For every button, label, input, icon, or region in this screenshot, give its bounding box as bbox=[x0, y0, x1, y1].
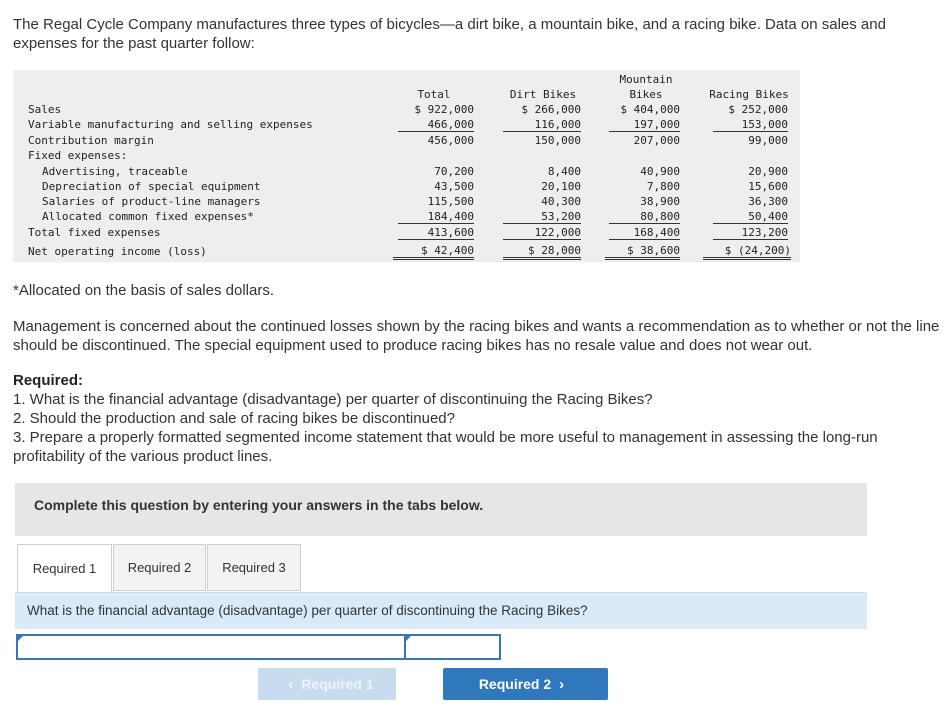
row-label-variable: Variable manufacturing and selling expenses bbox=[28, 118, 313, 131]
total-fixed-mountain: 168,400 bbox=[609, 226, 680, 240]
sales-mountain: $ 404,000 bbox=[620, 103, 680, 116]
required-title: Required: bbox=[13, 372, 84, 389]
row-label-fixed-expenses: Fixed expenses: bbox=[28, 149, 128, 162]
chevron-left-icon: ‹ bbox=[288, 675, 294, 693]
row-label-total-fixed: Total fixed expenses bbox=[28, 226, 161, 239]
row-label-contribution: Contribution margin bbox=[28, 134, 154, 147]
row-label-sales: Sales bbox=[28, 103, 62, 116]
sales-racing: $ 252,000 bbox=[728, 103, 788, 116]
variable-dirt: 116,000 bbox=[503, 118, 581, 132]
prev-required-button[interactable] bbox=[258, 668, 396, 700]
required-item-1: 1. What is the financial advantage (disadvantage) per quarter of discontinuing the Racing Bikes? bbox=[13, 391, 653, 408]
allocated-dirt: 53,200 bbox=[503, 210, 581, 224]
salaries-racing: 36,300 bbox=[748, 195, 788, 208]
allocated-mountain: 80,800 bbox=[609, 210, 680, 224]
depreciation-racing: 15,600 bbox=[748, 180, 788, 193]
input-marker-icon bbox=[406, 636, 411, 641]
required-item-3: 3. Prepare a properly formatted segmented income statement that would be more useful to management in assessing the long-run profitability of the various product lines. bbox=[13, 429, 878, 465]
total-fixed-racing: 123,200 bbox=[713, 226, 788, 240]
net-racing: $ (24,200) bbox=[703, 244, 791, 260]
header-total: Total bbox=[417, 88, 451, 101]
tab-required-3[interactable]: Required 3 bbox=[207, 544, 301, 591]
instructions-box bbox=[15, 483, 867, 536]
required-section bbox=[13, 371, 938, 466]
row-label-depreciation: Depreciation of special equipment bbox=[42, 180, 261, 193]
contribution-dirt: 150,000 bbox=[534, 134, 581, 147]
variable-total: 466,000 bbox=[398, 118, 474, 132]
row-label-advertising: Advertising, traceable bbox=[42, 165, 188, 178]
header-mountain-line2: Bikes bbox=[629, 88, 663, 101]
row-label-net-income: Net operating income (loss) bbox=[28, 245, 207, 258]
allocated-total: 184,400 bbox=[398, 210, 474, 224]
tab-required-2[interactable]: Required 2 bbox=[113, 544, 206, 591]
net-total: $ 42,400 bbox=[393, 244, 474, 260]
salaries-dirt: 40,300 bbox=[541, 195, 581, 208]
contribution-mountain: 207,000 bbox=[633, 134, 680, 147]
total-fixed-dirt: 122,000 bbox=[503, 226, 581, 240]
footnote: *Allocated on the basis of sales dollars. bbox=[13, 282, 274, 299]
answer-amount-input[interactable] bbox=[404, 634, 501, 660]
intro-text: The Regal Cycle Company manufactures three types of bicycles—a dirt bike, a mountain bike, and a racing bike. Data on sales and expenses for the past quarter follow: bbox=[13, 16, 886, 52]
sales-dirt: $ 266,000 bbox=[521, 103, 581, 116]
management-paragraph: Management is concerned about the continued losses shown by the racing bikes and wants a recommendation as to whether or not the line should be discontinued. The special equipment used to produce racing bikes has no resale value and does not wear out. bbox=[13, 318, 940, 354]
header-racing-bikes: Racing Bikes bbox=[709, 88, 789, 101]
advertising-mountain: 40,900 bbox=[640, 165, 680, 178]
total-fixed-total: 413,600 bbox=[398, 226, 474, 240]
depreciation-dirt: 20,100 bbox=[541, 180, 581, 193]
prev-button-label: Required 1 bbox=[301, 676, 374, 692]
header-mountain-line1: Mountain bbox=[619, 73, 673, 86]
variable-mountain: 197,000 bbox=[609, 118, 680, 132]
salaries-mountain: 38,900 bbox=[640, 195, 680, 208]
next-button-label: Required 2 bbox=[478, 676, 552, 692]
tab-required-1[interactable]: Required 1 bbox=[17, 544, 112, 592]
input-marker-icon bbox=[18, 636, 23, 641]
advertising-racing: 20,900 bbox=[748, 165, 788, 178]
segmented-income-statement bbox=[13, 70, 800, 262]
answer-row bbox=[16, 634, 497, 658]
advertising-dirt: 8,400 bbox=[547, 165, 581, 178]
sales-total: $ 922,000 bbox=[414, 103, 474, 116]
net-mountain: $ 38,600 bbox=[605, 244, 680, 260]
advertising-total: 70,200 bbox=[434, 165, 474, 178]
chevron-right-icon: › bbox=[559, 675, 565, 693]
contribution-racing: 99,000 bbox=[748, 134, 788, 147]
instructions-text: Complete this question by entering your answers in the tabs below. bbox=[34, 497, 484, 513]
salaries-total: 115,500 bbox=[427, 195, 474, 208]
contribution-total: 456,000 bbox=[427, 134, 474, 147]
question-text: What is the financial advantage (disadvantage) per quarter of discontinuing the Racing Bikes? bbox=[27, 603, 588, 618]
header-dirt-bikes: Dirt Bikes bbox=[509, 88, 577, 101]
required-item-2: 2. Should the production and sale of racing bikes be discontinued? bbox=[13, 410, 455, 427]
allocated-racing: 50,400 bbox=[713, 210, 788, 224]
row-label-allocated: Allocated common fixed expenses* bbox=[42, 210, 254, 223]
depreciation-mountain: 7,800 bbox=[646, 180, 680, 193]
net-dirt: $ 28,000 bbox=[503, 244, 581, 260]
row-label-salaries: Salaries of product-line managers bbox=[42, 195, 261, 208]
depreciation-total: 43,500 bbox=[434, 180, 474, 193]
answer-label-input[interactable] bbox=[16, 634, 409, 660]
variable-racing: 153,000 bbox=[713, 118, 788, 132]
next-required-button[interactable] bbox=[443, 668, 608, 700]
question-bar bbox=[15, 592, 867, 629]
